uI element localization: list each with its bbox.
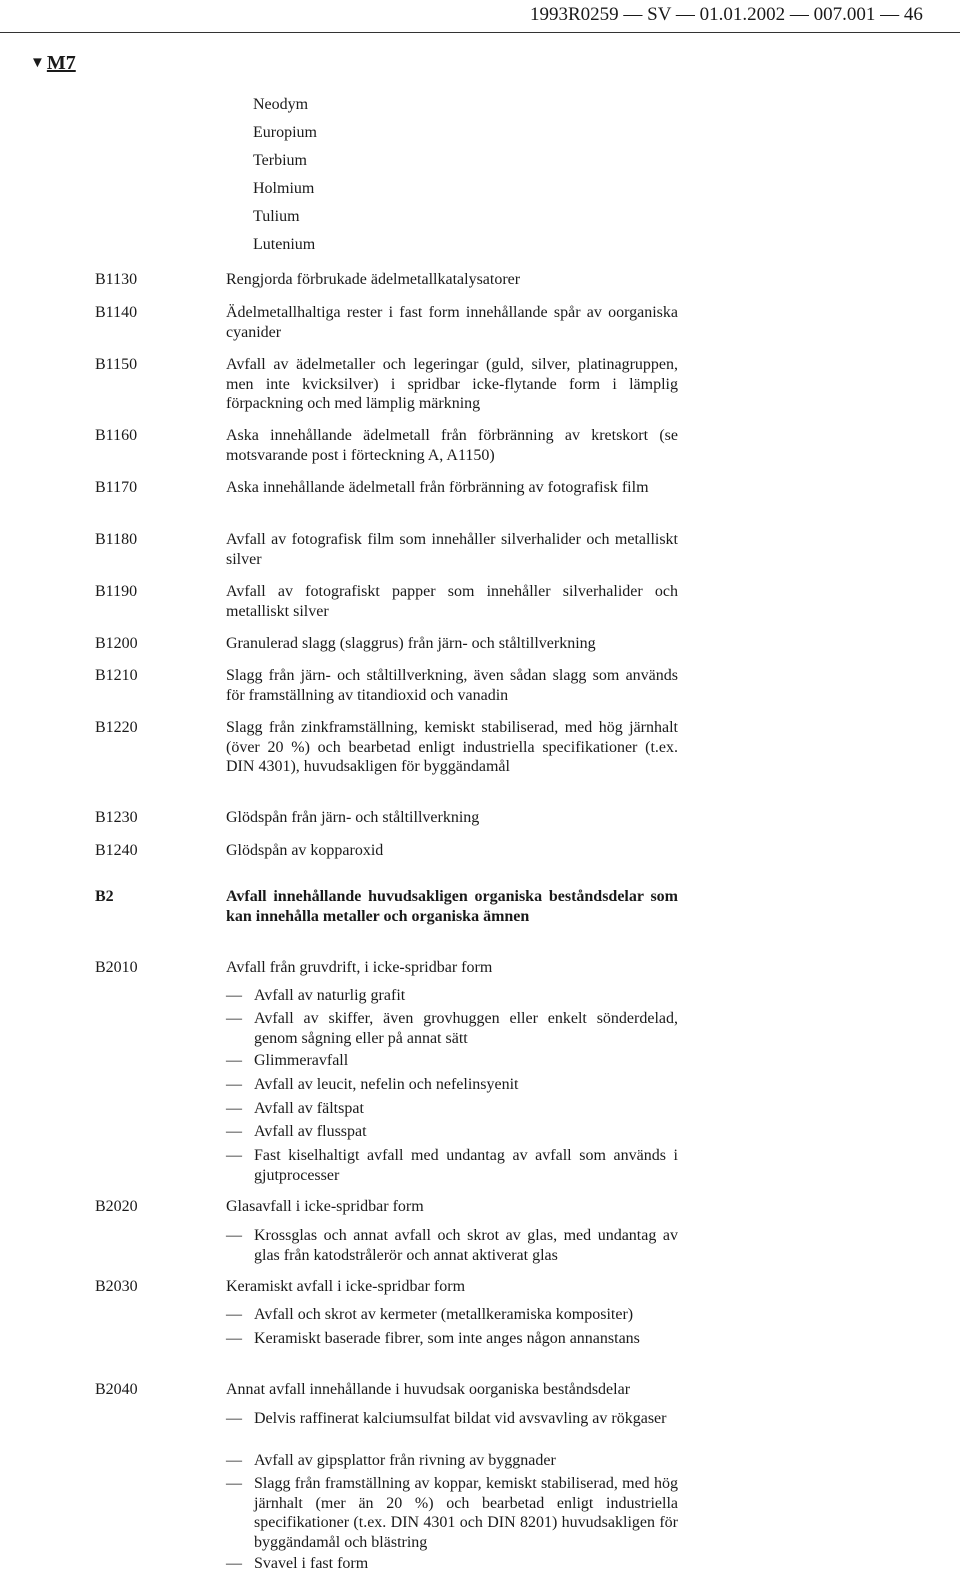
metal-item: Tulium (253, 208, 300, 225)
list-item: Glimmeravfall (254, 1052, 349, 1069)
dash-bullet: — (226, 1330, 242, 1347)
list-item: Delvis raffinerat kalciumsulfat bildat vid avsvavling av rökgaser (254, 1410, 667, 1427)
dash-bullet: — (226, 1410, 242, 1427)
list-item: Avfall av leucit, nefelin och nefelinsyenit (254, 1076, 519, 1093)
dash-bullet: — (226, 1076, 242, 1093)
list-item: Avfall av skiffer, även grovhuggen eller enkelt sönderdelad, genom sågning eller på annat sätt (254, 1010, 678, 1047)
entry-text: Annat avfall innehållande i huvudsak oorganiska beståndsdelar (226, 1381, 631, 1398)
dash-bullet: — (226, 1555, 242, 1572)
entry-text: Glödspån från järn- och ståltillverkning (226, 809, 480, 826)
entry-text: Avfall av fotografiskt papper som innehåller silverhalider och metalliskt silver (226, 583, 678, 620)
amendment-marker (30, 50, 76, 76)
list-item: Avfall av naturlig grafit (254, 987, 406, 1004)
list-item: Krossglas och annat avfall och skrot av glas, med undantag av glas från katodstrålerör och annat aktiverat glas (254, 1227, 678, 1264)
entry-code: B1220 (95, 719, 138, 736)
entry-code: B1210 (95, 667, 138, 684)
entry-text: Granulerad slagg (slaggrus) från järn- och ståltillverkning (226, 635, 596, 652)
dash-bullet: — (226, 1100, 242, 1117)
entry-code: B2010 (95, 959, 138, 976)
entry-code: B1190 (95, 583, 138, 600)
list-item: Avfall av fältspat (254, 1100, 364, 1117)
amendment-marker-label: M7 (46, 52, 76, 74)
entry-code: B1140 (95, 304, 138, 321)
entry-text: Avfall av ädelmetaller och legeringar (guld, silver, platinagruppen, men inte kvicksilver) i spridbar icke-flytande form i lämplig förpackning och med lämplig märkning (226, 356, 678, 413)
metal-item: Holmium (253, 180, 315, 197)
entry-code: B1200 (95, 635, 138, 652)
list-item: Slagg från framställning av koppar, kemiskt stabiliserad, med hög järnhalt (mer än 20 %) och bearbetad enligt industriella specifikationer (t.ex. DIN 4301 och DIN 8201) huvudsakligen för byggändamål och blästring (254, 1475, 678, 1551)
dash-bullet: — (226, 1475, 242, 1492)
document-reference-header: 1993R0259 — SV — 01.01.2002 — 007.001 — 46 (530, 4, 923, 25)
entry-text: Keramiskt avfall i icke-spridbar form (226, 1278, 466, 1295)
dash-bullet: — (226, 1227, 242, 1244)
list-item: Keramiskt baserade fibrer, som inte anges någon annanstans (254, 1330, 640, 1347)
entry-text: Aska innehållande ädelmetall från förbränning av kretskort (se motsvarande post i förteckning A, A1150) (226, 427, 678, 464)
dash-bullet: — (226, 1052, 242, 1069)
entry-code: B2040 (95, 1381, 138, 1398)
list-item: Avfall och skrot av kermeter (metallkeramiska kompositer) (254, 1306, 634, 1323)
list-item: Fast kiselhaltigt avfall med undantag av avfall som används i gjutprocesser (254, 1147, 678, 1184)
dash-bullet: — (226, 987, 242, 1004)
header-divider (0, 32, 960, 33)
entry-text: Glasavfall i icke-spridbar form (226, 1198, 424, 1215)
section-title: Avfall innehållande huvudsakligen organiska beståndsdelar som kan innehålla metaller och organiska ämnen (226, 888, 678, 925)
entry-text: Rengjorda förbrukade ädelmetallkatalysatorer (226, 271, 521, 288)
entry-code: B2020 (95, 1198, 138, 1215)
entry-text: Ädelmetallhaltiga rester i fast form innehållande spår av oorganiska cyanider (226, 304, 678, 341)
entry-code: B2030 (95, 1278, 138, 1295)
dash-bullet: — (226, 1123, 242, 1140)
entry-code: B1150 (95, 356, 138, 373)
dash-bullet: — (226, 1306, 242, 1323)
metal-item: Terbium (253, 152, 307, 169)
entry-code: B1130 (95, 271, 138, 288)
list-item: Avfall av gipsplattor från rivning av byggnader (254, 1452, 556, 1469)
list-item: Avfall av flusspat (254, 1123, 367, 1140)
entry-code: B1240 (95, 842, 138, 859)
list-item: Svavel i fast form (254, 1555, 369, 1572)
entry-code: B1160 (95, 427, 138, 444)
dash-bullet: — (226, 1452, 242, 1469)
entry-text: Avfall av fotografisk film som innehåller silverhalider och metalliskt silver (226, 531, 678, 568)
entry-code: B1170 (95, 479, 138, 496)
entry-text: Glödspån av kopparoxid (226, 842, 384, 859)
entry-code: B1230 (95, 809, 138, 826)
metal-item: Neodym (253, 96, 309, 113)
entry-text: Avfall från gruvdrift, i icke-spridbar form (226, 959, 493, 976)
dash-bullet: — (226, 1147, 242, 1164)
section-code: B2 (95, 888, 114, 905)
triangle-down-icon: ▼ (30, 55, 45, 71)
metal-item: Lutenium (253, 236, 316, 253)
entry-text: Aska innehållande ädelmetall från förbränning av fotografisk film (226, 479, 649, 496)
entry-text: Slagg från zinkframställning, kemiskt stabiliserad, med hög järnhalt (över 20 %) och bearbetad enligt industriella specifikationer (t.ex. DIN 4301), huvudsakligen för byggändamål (226, 719, 678, 776)
metal-item: Europium (253, 124, 317, 141)
entry-text: Slagg från järn- och ståltillverkning, även sådan slagg som används för framställning av titandioxid och vanadin (226, 667, 678, 704)
dash-bullet: — (226, 1010, 242, 1027)
entry-code: B1180 (95, 531, 138, 548)
